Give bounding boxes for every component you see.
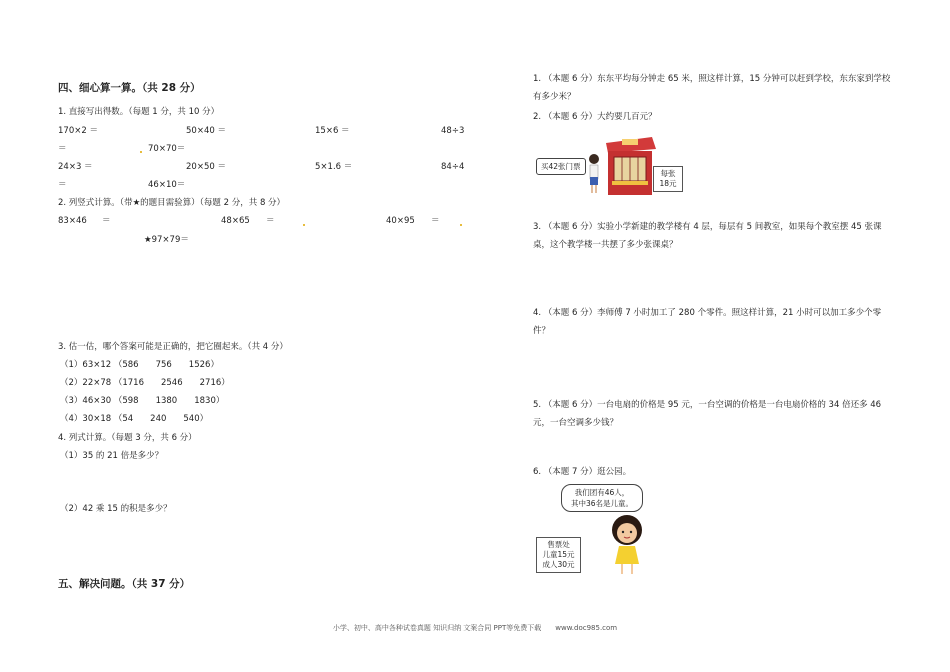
vertical-equals: ＝	[102, 216, 111, 226]
calc-20x50: 20×50 ＝	[186, 162, 226, 172]
vertical-equals: ＝	[266, 216, 275, 226]
section5-title: 五、解决问题。（共 37 分）	[58, 578, 191, 590]
problem-4: 4. （本题 6 分）李师傅 7 小时加工了 280 个零件。照这样计算，21 小时可以加工多少个零件？	[533, 308, 882, 336]
vertical-equals: ＝	[431, 216, 440, 226]
section4-title: 四、细心算一算。（共 28 分）	[58, 82, 201, 94]
footer-text: 小学、初中、高中各种试卷真题 知识归纳 文案合同 PPT等免费下载 www.doc985.com	[332, 624, 618, 632]
vertical-40x95: 40×95	[386, 216, 415, 226]
part2-heading: 2. 列竖式计算。（带★的题目需验算）（每题 2 分，共 8 分）	[58, 198, 286, 208]
price-sign-line: 18元	[659, 179, 677, 188]
ticket-office-line: 儿童15元	[542, 550, 575, 559]
mark-dot	[460, 224, 462, 226]
calc-46x10: 46×10＝	[148, 180, 186, 190]
calc-84div4: 84÷4	[441, 162, 465, 172]
part3-heading: 3. 估一估，哪个答案可能是正确的，把它圈起来。（共 4 分）	[58, 342, 288, 352]
calc-24x3: 24×3 ＝	[58, 162, 93, 172]
estimate-item: （1）63×12 （586 756 1526）	[60, 360, 219, 370]
problem-1: 1. （本题 6 分）东东平均每分钟走 65 米，照这样计算，15 分钟可以赶到学校，东东家到学校有多少米？	[533, 74, 891, 102]
calc-equals: ＝	[58, 180, 67, 190]
ticket-speech-bubble: 买42张门票	[536, 158, 586, 175]
estimate-item: （3）46×30 （598 1380 1830）	[60, 396, 225, 406]
group-bubble-line: 我们团有46人，	[574, 488, 630, 497]
ticket-booth-illustration	[584, 129, 656, 199]
girl-illustration	[605, 512, 649, 576]
vertical-83x46: 83×46	[58, 216, 87, 226]
calc-15x6: 15×6 ＝	[315, 126, 350, 136]
estimate-item: （4）30×18 （54 240 540）	[60, 414, 209, 424]
problem-2: 2. （本题 6 分）大约要几百元？	[533, 112, 657, 122]
price-sign-line: 每张	[660, 169, 676, 178]
calc-48div3: 48÷3	[441, 126, 465, 136]
problem-5: 5. （本题 6 分）一台电扇的价格是 95 元，一台空调的价格是一台电扇价格的 34 倍还多 46 元，一台空调多少钱？	[533, 400, 882, 428]
ticket-office-line: 成人30元	[542, 560, 575, 569]
calc-50x40: 50×40 ＝	[186, 126, 226, 136]
part4-q1: （1）35 的 21 倍是多少？	[60, 451, 164, 461]
group-speech-bubble	[561, 484, 643, 512]
part4-q2: （2）42 乘 15 的积是多少？	[60, 504, 172, 514]
calc-70x70: 70×70＝	[148, 144, 186, 154]
price-sign	[653, 166, 683, 192]
vertical-48x65: 48×65	[221, 216, 250, 226]
problem-6: 6. （本题 7 分）逛公园。	[533, 467, 632, 477]
estimate-item: （2）22×78 （1716 2546 2716）	[60, 378, 230, 388]
calc-170x2: 170×2 ＝	[58, 126, 98, 136]
mark-dot	[140, 151, 142, 153]
group-bubble-line: 其中36名是儿童。	[570, 499, 634, 508]
part1-heading: 1. 直接写出得数。（每题 1 分，共 10 分）	[58, 107, 220, 117]
vertical-97x79-star: ★97×79＝	[144, 235, 189, 245]
part4-heading: 4. 列式计算。（每题 3 分，共 6 分）	[58, 433, 197, 443]
problem-3: 3. （本题 6 分）实验小学新建的教学楼有 4 层，每层有 5 间教室，如果每个教室摆 45 张课桌，这个教学楼一共摆了多少张课桌？	[533, 222, 882, 250]
ticket-office-sign	[536, 537, 581, 573]
mark-dot	[303, 224, 305, 226]
calc-5x1.6: 5×1.6 ＝	[315, 162, 353, 172]
calc-equals: ＝	[58, 144, 67, 154]
ticket-office-line: 售票处	[547, 540, 570, 549]
